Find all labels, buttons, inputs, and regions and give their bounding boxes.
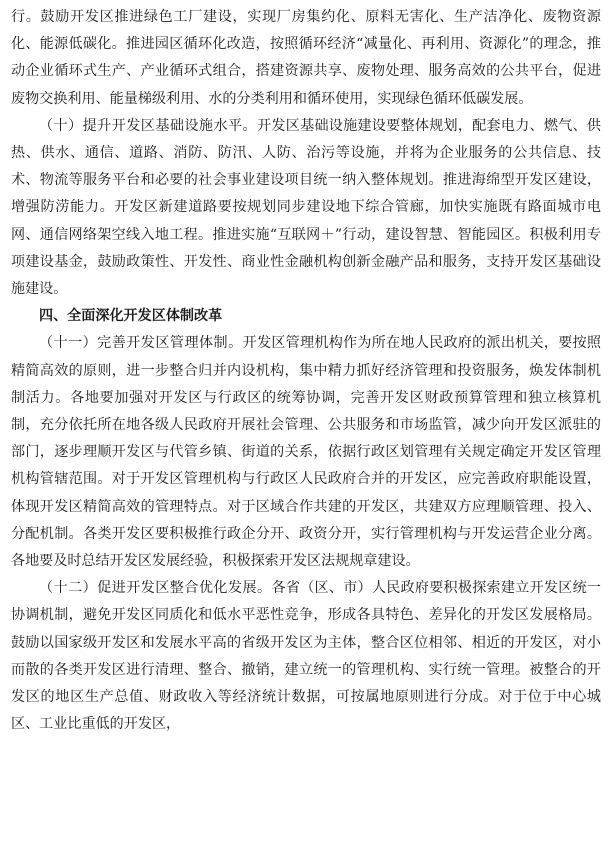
section-lead-12: （十二）促进开发区整合优化发展。	[39, 580, 272, 597]
paragraph-management-system	[11, 330, 601, 575]
paragraph-text: 行。鼓励开发区推进绿色工厂建设，实现厂房集约化、原料无害化、生产洁净化、废物资源化、能源低碳化。推进园区循环化改造，按照循环经济“减量化、再利用、资源化”的理念，推动企业循环式生产、产业循环式组合，搭建资源共享、废物处理、服务高效的公共平台，促进废物交换利用、能量梯级利用、水的分类利用和循环使用，实现绿色循环低碳发展。	[11, 9, 601, 107]
paragraph-text: 各省（区、市）人民政府要积极探索建立开发区统一协调机制，避免开发区同质化和低水平恶性竞争，形成各具特色、差异化的开发区发展格局。鼓励以国家级开发区和发展水平高的省级开发区为主体，整合区位相邻、相近的开发区，对小而散的各类开发区进行清理、整合、撤销，建立统一的管理机构、实行统一管理。被整合的开发区的地区生产总值、财政收入等经济统计数据，可按属地原则进行分成。对于位于中心城区、工业比重低的开发区，	[11, 580, 601, 733]
paragraph-text: 开发区管理机构作为所在地人民政府的派出机关，要按照精简高效的原则，进一步整合归并内设机构，集中精力抓好经济管理和投资服务，焕发体制机制活力。各地要加强对开发区与行政区的统筹协调，完善开发区财政预算管理和独立核算机制，充分依托所在地各级人民政府开展社会管理、公共服务和市场监管，减少向开发区派驻的部门，逐步理顺开发区与代管乡镇、街道的关系，依据行政区划管理有关规定确定开发区管理机构管辖范围。对于开发区管理机构与行政区人民政府合并的开发区，应完善政府职能设置，体现开发区精简高效的管理特点。对于区域合作共建的开发区，共建双方应理顺管理、投入、分配机制。各类开发区要积极推行政企分开、政资分开，实行管理机构与开发运营企业分离。各地要及时总结开发区发展经验，积极探索开发区法规规章建设。	[11, 335, 601, 570]
paragraph-infrastructure	[11, 113, 601, 303]
paragraph-green-development	[11, 4, 601, 113]
section-heading-4: 四、全面深化开发区体制改革	[39, 308, 223, 325]
paragraph-text: 开发区基础设施建设要整体规划，配套电力、燃气、供热、供水、通信、道路、消防、防汛、人防、治污等设施，并将为企业服务的公共信息、技术、物流等服务平台和必要的社会事业建设项目统一纳入整体规划。推进海绵型开发区建设，增强防涝能力。开发区新建道路要按规划同步建设地下综合管廊，加快实施既有路面城市电网、通信网络架空线入地工程。推进实施“互联网＋”行动，建设智慧、智能园区。积极利用专项建设基金，鼓励政策性、开发性、商业性金融机构创新金融产品和服务，支持开发区基础设施建设。	[11, 117, 601, 298]
paragraph-integration	[11, 575, 601, 738]
section-lead-10: （十）提升开发区基础设施水平。	[39, 117, 258, 134]
section-lead-11: （十一）完善开发区管理体制。	[39, 335, 243, 352]
